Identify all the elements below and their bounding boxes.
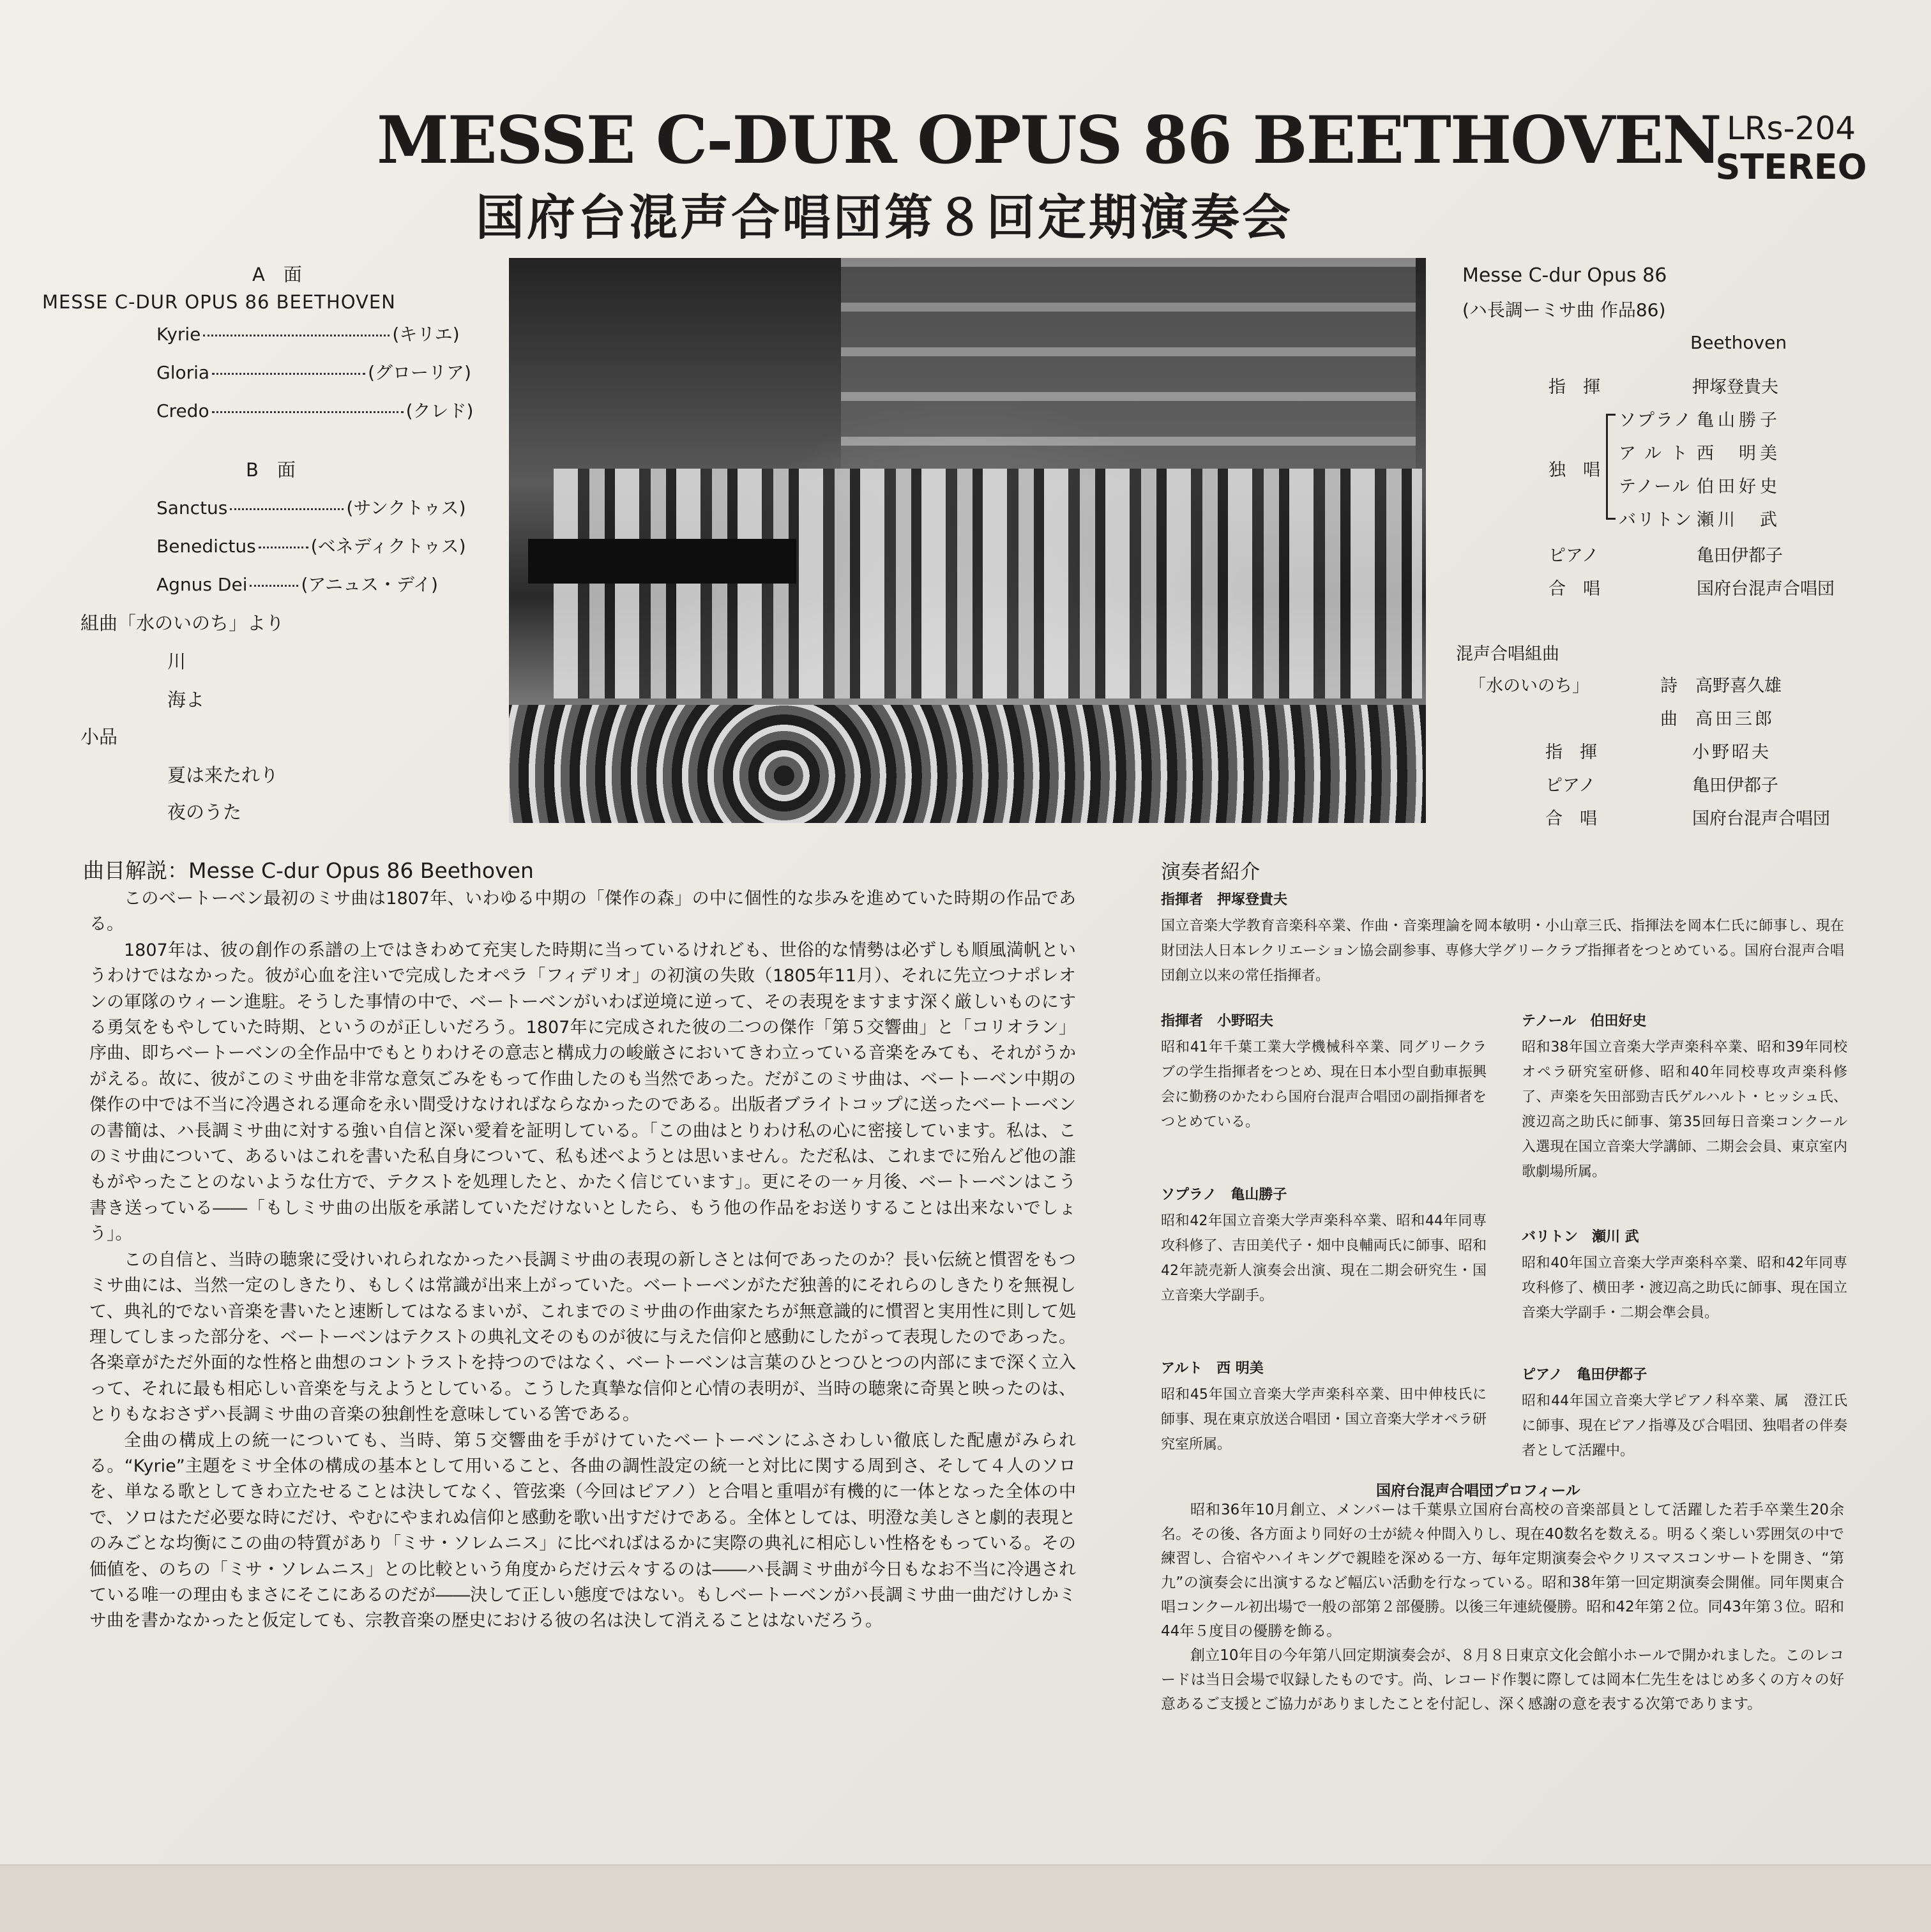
suite-composer: 高田三郎 [1695,709,1775,729]
catalog-number: LRs-204 [1726,110,1856,147]
bio-heading: ソプラノ 亀山勝子 [1161,1187,1287,1203]
side-b-label: B 面 [246,459,296,481]
track-gloria [156,359,471,384]
leader-dots [212,411,404,413]
catalog-block [1695,110,1887,187]
track-credo [156,397,473,423]
bio-oshizuka [1161,887,1844,988]
alto-part: アルト [1619,444,1697,464]
small-item-2: 夜のうた [167,801,242,823]
bio-text: 昭和42年国立音楽大学声楽科卒業、昭和44年同専攻科修了、吉田美代子・畑中良輔両氏に師事、昭和42年読売新人演奏会出演、現在二期会研究生・国立音楽大学副手。 [1161,1213,1487,1304]
track-name: Credo [156,400,209,421]
performers-heading: 演奏者紹介 [1161,861,1260,884]
track-name: Gloria [156,362,210,383]
bio-text: 昭和38年国立音楽大学声楽科卒業、昭和39年同校オペラ研究室研修、昭和40年同校専攻声楽科修了、声楽を矢田部勁吉氏ゲルハルト・ヒッシュ氏、渡辺高之助氏に師事、第35回毎日音楽コンクール入選現在国立音楽大学講師、二期会会員、東京室内歌劇場所属。 [1522,1039,1847,1180]
notes-paragraph: この自信と、当時の聴衆に受けいれられなかったハ長調ミサ曲の表現の新しさとは何であったのか？長い伝統と慣習をもつミサ曲には、当然一定のしきたり、もしくは常識が出来上がっていた。ベートーベンがただ独善的にそれらのしきたりを無視して、典礼的でない音楽を書いたと速断してはなるまいが、これまでのミサ曲の作曲家たちが無意識的に慣習と実用性に則して処理してしまった部分を、ベートーベンはテクストの典礼文そのものが彼に与えた信仰と感動にしたがって表現したのであった。各楽章がただ外面的な性格と曲想のコントラストを持つのではなく、ベートーベンは言葉のひとつひとつの内部にまで深く立入って、それに最も相応しい音楽を与えようとしている。こうした真摯な信仰と心情の表明が、当時の聴衆に奇異と映ったのは、とりもなおさずハ長調ミサ曲の音楽の独創性を意味している筈である。 [89,1249,1076,1425]
leader-dots [230,508,344,510]
track-sanctus [156,494,466,520]
bio-segawa [1522,1225,1847,1325]
bio-hakuta [1522,1009,1847,1184]
bio-text: 国立音楽大学教育音楽科卒業、作曲・音楽理論を岡本敏明・小山章三氏、指揮法を岡本仁氏に師事し、現在財団法人日本レクリエーション協会副参事、専修大学グリークラブ指揮者をつとめている。国府台混声合唱団創立以来の常任指揮者。 [1161,918,1844,984]
side-a-label: A 面 [252,264,302,285]
track-kana: (キリエ) [392,324,460,345]
chorus-label: 合 唱 [1549,579,1600,599]
poem-label: 詩 [1660,676,1677,696]
profile-paragraph: 創立10年目の今年第八回定期演奏会が、８月８日東京文化会館小ホールで開かれました。このレコードは当日会場で収録したものです。尚、レコード作製に際しては岡本仁先生をはじめ多くの方々の好意あるご支援とご協力がありましたことを付記し、深く感謝の意を表する次第であります。 [1161,1647,1844,1712]
suite-name: 「水のいのち」 [1469,676,1589,696]
track-name: Agnus Dei [156,574,248,595]
bio-text: 昭和45年国立音楽大学声楽科卒業、田中伸枝氏に師事、現在東京放送合唱団・国立音楽大学オペラ研究室所属。 [1161,1387,1487,1453]
track-kana: (アニュス・デイ) [301,574,438,595]
poet-name: 高野喜久雄 [1695,676,1782,696]
track-benedictus [156,532,466,558]
piano [528,539,796,584]
soprano-part: ソプラノ [1619,411,1693,430]
soloists-brace [1606,414,1616,520]
track-kana: (ベネディクトゥス) [310,536,466,557]
choir-rows [554,469,1422,698]
bio-heading: 指揮者 小野昭夫 [1161,1013,1274,1029]
conductor-label: 指 揮 [1549,377,1600,397]
conductor-name: 押塚登貴夫 [1692,377,1778,397]
profile-paragraph: 昭和36年10月創立、メンバーは千葉県立国府台高校の音楽部員として活躍した若手卒業生20余名。その後、各方面より同好の士が続々仲間入りし、現在40数名を数える。明るく楽しい雰囲気の中で練習し、合宿やハイキングで親睦を深める一方、毎年定期演奏会やクリスマスコンサートを開き、“第九”の演奏会に出演するなど幅広い活動を行なっている。昭和38年第一回定期演奏会開催。同年関東合唱コンクール初出場で一般の部第２部優勝。以後三年連続優勝。昭和42年第２位。同43年第３位。昭和44年５度目の優勝を飾る。 [1161,1502,1844,1640]
notes-heading: 曲目解説：Messe C-dur Opus 86 Beethoven [83,858,534,883]
credits-work: Messe C-dur Opus 86 [1462,264,1667,287]
alto-name: 西 明美 [1697,444,1781,464]
piano-name: 亀田伊都子 [1697,546,1783,566]
side-a-work: MESSE C-DUR OPUS 86 BEETHOVEN [42,291,396,313]
bio-kameda [1522,1362,1847,1463]
leader-dots [203,335,390,336]
piano-label: ピアノ [1549,546,1599,566]
solo-label: 独 唱 [1549,460,1600,480]
bio-heading: 指揮者 押塚登貴夫 [1161,892,1288,908]
bottom-edge [0,1864,1931,1932]
credits-composer: Beethoven [1690,332,1787,353]
suite-label: 組曲「水のいのち」より [80,612,285,634]
tenor-part: テノール [1619,477,1691,497]
bio-heading: テノール 伯田好史 [1522,1013,1647,1029]
track-kana: (クレド) [405,400,474,421]
chorus-name: 国府台混声合唱団 [1697,579,1835,599]
bio-text: 昭和41年千葉工業大学機械科卒業、同グリークラブの学生指揮者をつとめ、現在日本小型自動車振興会に勤務のかたわら国府台混声合唱団の副指揮者をつとめている。 [1161,1039,1487,1130]
choir-profile-body [1161,1498,1844,1716]
credits-work-jp: (ハ長調ーミサ曲 作品86) [1462,299,1666,321]
track-name: Kyrie [156,324,201,345]
baritone-name: 瀬川 武 [1697,510,1781,530]
track-kyrie [156,321,460,346]
tenor-name: 伯田好史 [1697,477,1781,497]
notes-paragraph: 全曲の構成上の統一についても、当時、第５交響曲を手がけていたベートーベンにふさわしい徹底した配慮がみられる。“Kyrie”主題をミサ全体の構成の基本として用いること、各曲の調性設定の統一と対比に関する周到さ、そして４人のソロを、単なる歌としてきわ立たせることは決してなく、管弦楽（今回はピアノ）と合唱と重唱が有機的に一体となった全体の中で、ソロはただ必要な時にだけ、やむにやまれぬ信仰と感動を歌い出すだけである。全体としては、明澄な美しさと劇的表現とのみごとな均衡にこの曲の特質があり「ミサ・ソレムニス」に比べればはるかに実際の典礼に相応しい性格をもっている。その価値を、のちの「ミサ・ソレムニス」との比較という角度からだけ云々するのは――ハ長調ミサ曲が今日もなお不当に冷遇されている唯一の理由もまさにそこにあるのだが――決して正しい態度ではない。もしベートーベンがハ長調ミサ曲一曲だけしかミサ曲を書かなかったと仮定しても、宗教音楽の歴史における彼の名は決して消えることはないだろう。 [89,1430,1076,1631]
bio-kameyama [1161,1182,1487,1308]
audience [509,705,1426,823]
choir-profile-heading: 国府台混声合唱団プロフィール [1376,1483,1580,1499]
baritone-part: バリトン [1619,510,1693,530]
piano2-name: 亀田伊都子 [1692,776,1778,796]
notes-body [89,886,1076,1634]
suite-title: 混声合唱組曲 [1456,644,1559,664]
small-item-1: 夏は来たれり [167,764,279,786]
notes-paragraph: 1807年は、彼の創作の系譜の上ではきわめて充実した時期に当っているけれども、世俗的な情勢は必ずしも順風満帆というわけではなかった。彼が心血を注いで完成したオペラ「フィデリオ」の初演の失敗（1805年11月）、それに先立つナポレオンの軍隊のウィーン進駐。そうした事情の中で、ベートーベンがいわば逆境に逆って、その表現をますます深く厳しいものにする勇気をもやしていた時期、というのが正しいだろう。1807年に完成された彼の二つの傑作「第５交響曲」と「コリオラン」序曲、即ちベートーベンの全作品中でもとりわけその意志と構成力の峻厳さにおいてきわ立っている音楽をみても、それがうかがえる。故に、彼がこのミサ曲を非常な意気ごみをもって作曲したのも当然であった。だがこのミサ曲は、ベートーベン中期の傑作の中では不当に冷遇される運命を永い間受けなければならなかったのである。出版者ブライトコップに送ったベートーベンの書簡は、ハ長調ミサ曲に対する強い自信と深い愛着を証明している。「この曲はとりわけ私の心に密接しています。私は、このミサ曲について、あるいはこれを書いた私自身について、私も述べようとは思いません。ただ私は、これまでに殆んど他の誰もがやったことのないような仕方で、テクストを処理したと、かたく信じています」。更にその一ヶ月後、ベートーベンはこう書き送っている――「もしミサ曲の出版を承諾していただけないとしたら、もう他の作品をお送りすることは出来ないでしょう」。 [89,940,1076,1244]
conductor2-name: 小野昭夫 [1692,743,1771,762]
bio-nishi [1161,1356,1487,1457]
concert-photo [509,258,1426,823]
bio-heading: ピアノ 亀田伊都子 [1522,1367,1647,1383]
leader-dots [259,547,308,548]
chorus2-label: 合 唱 [1545,809,1597,829]
track-name: Benedictus [156,536,256,557]
title-japanese: 国府台混声合唱団第８回定期演奏会 [476,189,1293,246]
track-kana: (グローリア) [368,362,471,383]
suite-item-2: 海よ [167,689,205,711]
bio-heading: アルト 西 明美 [1161,1361,1264,1377]
bio-heading: バリトン 瀬川 武 [1522,1229,1639,1245]
track-name: Sanctus [156,497,228,518]
track-kana: (サンクトゥス) [346,497,466,518]
track-agnus-dei [156,571,438,596]
chorus2-name: 国府台混声合唱団 [1692,809,1830,829]
music-label: 曲 [1660,709,1677,729]
suite-item-1: 川 [167,651,186,672]
bio-text: 昭和44年国立音楽大学ピアノ科卒業、属 澄江氏に師事、現在ピアノ指導及び合唱団、独唱者の伴奏者として活躍中。 [1522,1393,1847,1459]
title-english: MESSE C-DUR OPUS 86 BEETHOVEN [377,102,1721,179]
leader-dots [212,373,365,375]
piano2-label: ピアノ [1545,776,1596,796]
conductor2-label: 指 揮 [1545,743,1597,762]
leader-dots [250,585,298,587]
notes-paragraph: このベートーベン最初のミサ曲は1807年、いわゆる中期の「傑作の森」の中に個性的な歩みを進めていた時期の作品である。 [89,889,1076,935]
small-pieces-label: 小品 [80,726,118,748]
soprano-name: 亀山勝子 [1697,411,1781,430]
bio-ono [1161,1009,1487,1135]
stereo-label: STEREO [1715,147,1867,187]
stage-backdrop [841,258,1416,469]
bio-text: 昭和40年国立音楽大学声楽科卒業、昭和42年同専攻科修了、横田孝・渡辺高之助氏に師事、現在国立音楽大学副手・二期会準会員。 [1522,1255,1847,1321]
